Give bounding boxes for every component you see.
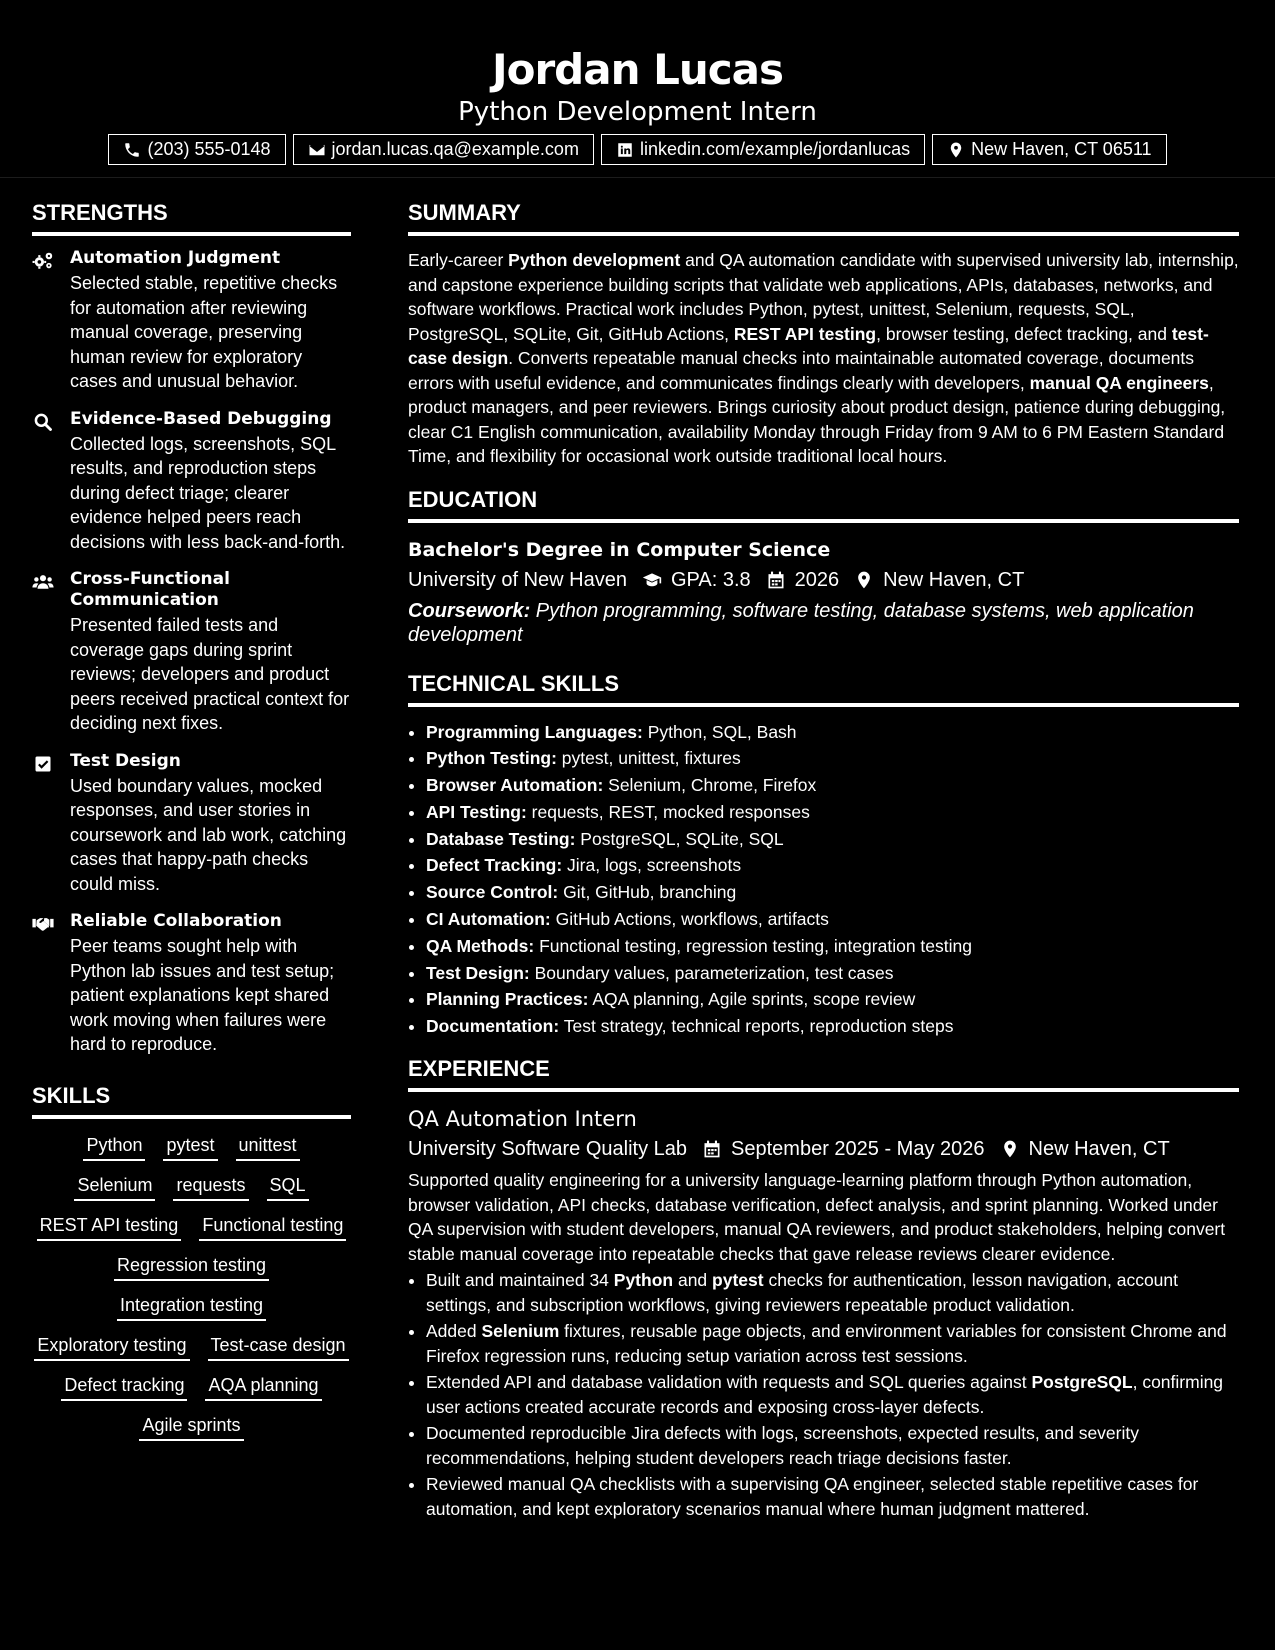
technical-skill-item — [426, 745, 1239, 772]
skill-chip: Regression testing — [114, 1251, 269, 1281]
contact-bar — [0, 134, 1275, 165]
body-text: Early-career — [408, 250, 509, 270]
contact-location — [932, 134, 1166, 165]
search-icon — [32, 412, 54, 432]
strength-title: Automation Judgment — [70, 248, 281, 268]
technical-skill-item — [426, 719, 1239, 746]
skill-values: PostgreSQL, SQLite, SQL — [575, 828, 784, 849]
strength-desc: Used boundary values, mocked responses, and user stories in coursework and lab work, catching cases that happy-path checks could miss. — [70, 775, 347, 894]
strength-item — [32, 751, 351, 897]
body-text: Reviewed manual QA checklists with a supervising QA engineer, selected stable repetitive cases for automation, and kept exploratory scenarios manual where human judgment mattered. — [426, 1474, 1199, 1519]
body-text: Built and maintained 34 — [426, 1270, 614, 1291]
contact-phone-text: (203) 555-0148 — [147, 139, 271, 159]
experience-bullet — [426, 1472, 1239, 1521]
technical-skill-item — [426, 906, 1239, 933]
strength-title: Reliable Collaboration — [70, 911, 282, 931]
coursework-label: Coursework: — [408, 599, 531, 622]
experience-heading: EXPERIENCE — [408, 1052, 1239, 1092]
technical-skill-item — [426, 1013, 1239, 1040]
coursework-text: Python programming, software testing, database systems, web application development — [408, 599, 1194, 646]
skills-chip-list — [32, 1131, 351, 1441]
skill-category: Database Testing: — [426, 828, 576, 849]
job-dates: September 2025 - May 2026 — [731, 1138, 985, 1161]
summary-text — [408, 248, 1239, 469]
technical-skills-heading: TECHNICAL SKILLS — [408, 667, 1239, 707]
school-location: New Haven, CT — [883, 568, 1025, 591]
skill-chip: requests — [173, 1171, 248, 1201]
body-text: Added — [426, 1321, 482, 1342]
strength-item — [32, 569, 351, 736]
skill-values: AQA planning, Agile sprints, scope review — [588, 989, 916, 1010]
body-text: Documented reproducible Jira defects with logs, screenshots, expected results, and severity recommendations, helping student developers reach triage decisions faster. — [426, 1423, 1139, 1468]
degree-title: Bachelor's Degree in Computer Science — [408, 538, 831, 561]
users-icon — [32, 572, 54, 592]
emphasis-text: PostgreSQL — [1031, 1372, 1133, 1393]
skill-chip: SQL — [267, 1171, 309, 1201]
body-text: , browser testing, defect tracking, and — [876, 323, 1172, 344]
skill-chip: unittest — [236, 1131, 300, 1161]
technical-skills-list — [408, 719, 1239, 1041]
contact-email-text: jordan.lucas.qa@example.com — [331, 139, 579, 159]
left-column — [32, 196, 351, 1441]
envelope-icon — [308, 141, 326, 159]
skill-category: CI Automation: — [426, 909, 551, 930]
technical-skill-item — [426, 826, 1239, 853]
linkedin-icon — [616, 141, 634, 159]
strength-desc: Selected stable, repetitive checks for automation after reviewing manual coverage, preserving human review for exploratory cases and unusual behavior. — [70, 273, 338, 391]
experience-bullets — [408, 1268, 1239, 1521]
body-text: and — [673, 1270, 713, 1291]
contact-phone[interactable] — [108, 134, 285, 165]
skill-chip: AQA planning — [205, 1371, 321, 1401]
body-text: . Converts repeatable manual checks into maintainable automated coverage, documents errors with useful evidence, and communicates findings clearly with developers, — [408, 348, 1195, 393]
experience-bullet — [426, 1421, 1239, 1470]
phone-icon — [123, 141, 141, 159]
skill-values: Test strategy, technical reports, reproduction steps — [559, 1016, 954, 1037]
skill-chip: REST API testing — [37, 1211, 182, 1241]
body-text: fixtures, reusable page objects, and environment variables for consistent Chrome and Firefox regression runs, reducing setup variation across test sessions. — [426, 1321, 1227, 1366]
job-org: University Software Quality Lab — [408, 1138, 688, 1161]
graduation-cap-icon — [642, 570, 662, 590]
emphasis-text: test-case design — [408, 323, 1209, 368]
skill-values: Boundary values, parameterization, test cases — [529, 962, 894, 983]
emphasis-text: manual QA engineers — [1029, 372, 1209, 393]
summary-heading: SUMMARY — [408, 196, 1239, 236]
job-title: QA Automation Intern — [408, 1107, 637, 1132]
skill-values: Functional testing, regression testing, integration testing — [534, 935, 972, 956]
experience-bullet — [426, 1370, 1239, 1419]
strength-desc: Collected logs, screenshots, SQL results, and reproduction steps during defect triage; clearer evidence helped peers reach decisions with less back-and-forth. — [70, 433, 346, 552]
skill-values: pytest, unittest, fixtures — [556, 748, 741, 769]
body-text: , confirming user actions created accurate records and exposing cross-layer defects. — [426, 1372, 1224, 1417]
experience-bullet — [426, 1268, 1239, 1317]
checkbox-icon — [32, 754, 54, 774]
skill-values: Python, SQL, Bash — [642, 721, 797, 742]
body-text: , product managers, and peer reviewers. Brings curiosity about product design, patience during debugging, clear C1 English communication, availability Monday through Friday from 9 AM to 6 PM Eastern Standard Time, and flexibility for occasional work outside traditional local hours. — [408, 372, 1226, 466]
skill-category: Test Design: — [426, 962, 530, 983]
strengths-heading: STRENGTHS — [32, 196, 351, 236]
school-name: University of New Haven — [408, 568, 627, 591]
technical-skill-item — [426, 933, 1239, 960]
contact-location-text: New Haven, CT 06511 — [971, 139, 1152, 159]
skill-chip: Agile sprints — [139, 1411, 243, 1441]
gpa: GPA: 3.8 — [670, 568, 751, 591]
map-pin-icon — [854, 570, 874, 590]
map-pin-icon — [947, 141, 965, 159]
candidate-role: Python Development Intern — [458, 97, 817, 127]
contact-linkedin-text: linkedin.com/example/jordanlucas — [639, 139, 911, 159]
skill-chip: Test-case design — [208, 1331, 349, 1361]
coursework — [408, 599, 1239, 647]
job-description: Supported quality engineering for a university language-learning platform through Python automation, browser validation, API checks, database verification, defect analysis, and sprint planning. Worked under QA supervision with student developers, manual QA reviewers, and product stakeholders, helping convert stable manual coverage into repeatable checks that gave release reviews clearer evidence. — [408, 1170, 1226, 1264]
skill-category: Documentation: — [426, 1016, 560, 1037]
experience-bullet — [426, 1319, 1239, 1368]
skill-category: Defect Tracking: — [426, 855, 563, 876]
skill-values: GitHub Actions, workflows, artifacts — [550, 909, 829, 930]
skill-chip: Integration testing — [117, 1291, 266, 1321]
skill-values: Jira, logs, screenshots — [562, 855, 742, 876]
graduation-year: 2026 — [794, 568, 840, 591]
job-location: New Haven, CT — [1028, 1138, 1170, 1161]
body-text: and QA automation candidate with supervised university lab, internship, and capstone experience building scripts that validate web applications, APIs, databases, networks, and software workflows. Practical work includes Python, pytest, unittest, Selenium, requests, SQL, PostgreSQL, SQLite, Git, GitHub Actions, — [408, 250, 1239, 344]
strength-item — [32, 248, 351, 394]
calendar-icon — [766, 570, 786, 590]
skill-chip: Defect tracking — [61, 1371, 187, 1401]
strength-title: Evidence-Based Debugging — [70, 408, 332, 429]
education-heading: EDUCATION — [408, 483, 1239, 523]
emphasis-text: Selenium — [481, 1321, 560, 1342]
skill-category: Programming Languages: — [426, 721, 643, 742]
contact-email[interactable] — [293, 134, 594, 165]
map-pin-icon — [1000, 1139, 1020, 1159]
skill-values: Git, GitHub, branching — [558, 882, 737, 903]
handshake-icon — [32, 914, 54, 934]
technical-skill-item — [426, 772, 1239, 799]
resume-header — [0, 0, 1275, 178]
body-text: checks for authentication, lesson navigation, account settings, and subscription workflows, giving reviewers repeatable product validation. — [426, 1270, 1178, 1315]
emphasis-text: Python — [613, 1270, 674, 1291]
skills-heading: SKILLS — [32, 1079, 351, 1119]
strength-item — [32, 409, 351, 555]
strength-desc: Presented failed tests and coverage gaps during sprint reviews; developers and product peers received practical context for deciding next fixes. — [70, 615, 350, 733]
technical-skill-item — [426, 879, 1239, 906]
skill-values: requests, REST, mocked responses — [526, 801, 810, 822]
skill-category: Python Testing: — [426, 748, 557, 769]
skill-chip: Selenium — [74, 1171, 155, 1201]
emphasis-text: pytest — [712, 1270, 764, 1291]
technical-skill-item — [426, 852, 1239, 879]
skill-category: Source Control: — [426, 882, 559, 903]
skill-chip: Exploratory testing — [34, 1331, 189, 1361]
skill-category: Planning Practices: — [426, 989, 589, 1010]
strength-desc: Peer teams sought help with Python lab issues and test setup; patient explanations kept shared work moving when failures were hard to reproduce. — [70, 936, 335, 1054]
body-text: Extended API and database validation with requests and SQL queries against — [426, 1372, 1032, 1393]
skill-chip: pytest — [163, 1131, 217, 1161]
emphasis-text: Python development — [508, 250, 681, 270]
job-meta — [408, 1134, 1239, 1164]
skill-chip: Python — [83, 1131, 145, 1161]
skill-category: Browser Automation: — [426, 775, 604, 796]
technical-skill-item — [426, 960, 1239, 987]
strength-title: Cross-Functional Communication — [70, 569, 230, 610]
technical-skill-item — [426, 799, 1239, 826]
calendar-icon — [702, 1139, 722, 1159]
education-meta — [408, 565, 1239, 595]
strength-item — [32, 911, 351, 1057]
emphasis-text: REST API testing — [733, 323, 877, 344]
skill-chip: Functional testing — [199, 1211, 346, 1241]
technical-skill-item — [426, 986, 1239, 1013]
skill-values: Selenium, Chrome, Firefox — [603, 775, 817, 796]
skill-category: API Testing: — [426, 801, 527, 822]
strength-title: Test Design — [70, 750, 181, 771]
contact-linkedin[interactable] — [601, 134, 925, 165]
skill-category: QA Methods: — [426, 935, 535, 956]
candidate-name: Jordan Lucas — [491, 45, 784, 94]
right-column — [408, 196, 1239, 1523]
gears-icon — [32, 251, 54, 271]
